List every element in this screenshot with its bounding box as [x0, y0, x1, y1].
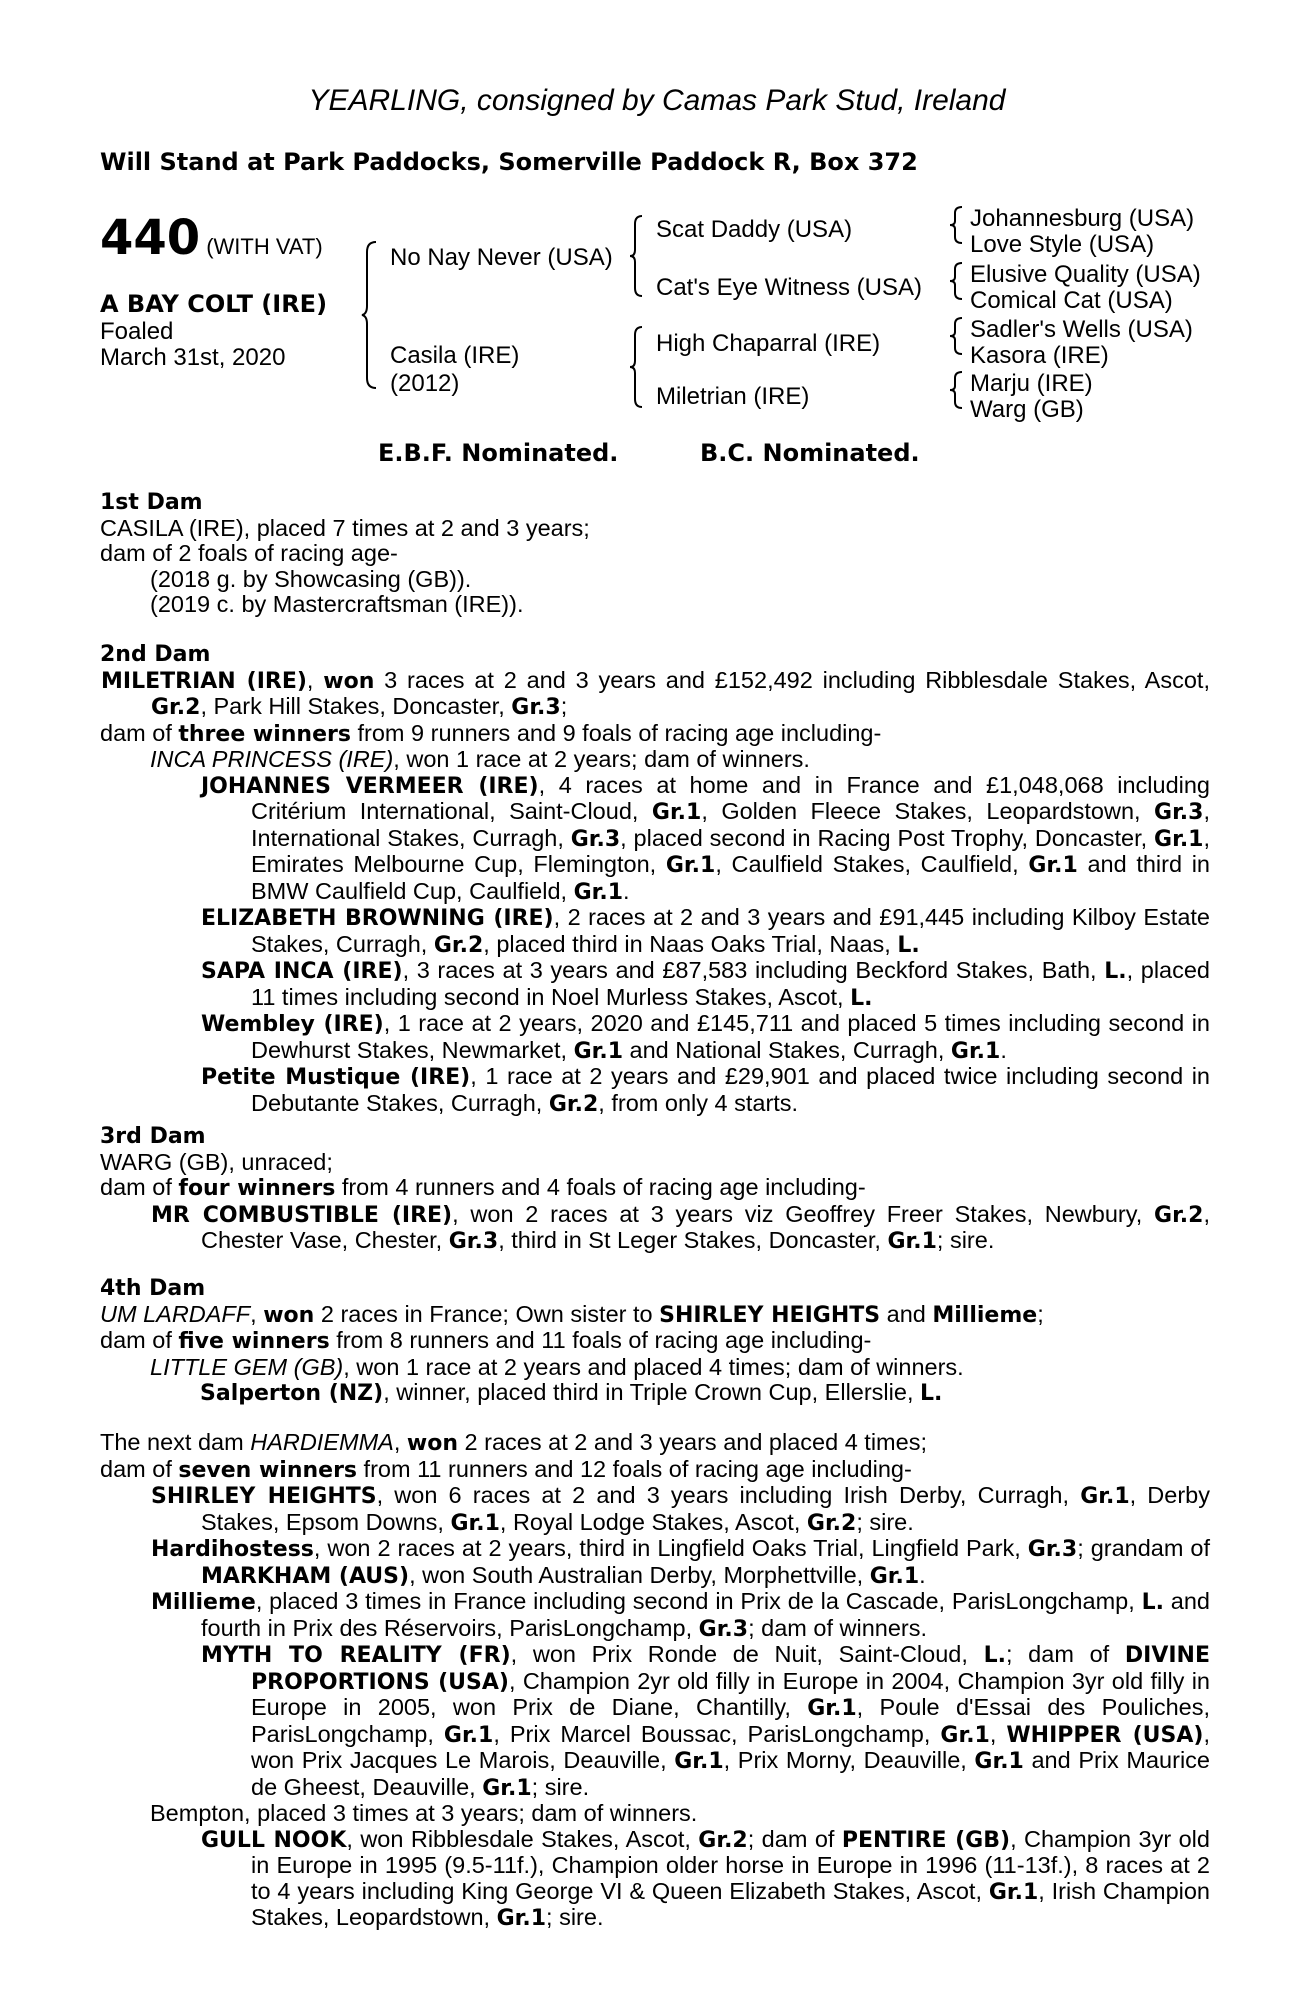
- text-run: ,: [250, 1300, 264, 1327]
- dam3-heading: 3rd Dam: [100, 1124, 206, 1149]
- bold-run: Wembley (IRE): [201, 1012, 384, 1037]
- nextdam-para: [100, 1536, 1210, 1589]
- dam2-para: [100, 721, 1210, 748]
- text-run: .: [919, 1561, 926, 1588]
- pedigree-bracket-sire: [630, 214, 644, 298]
- dam1-line2: dam of 2 foals of racing age-: [100, 540, 398, 566]
- nextdam-para: [100, 1589, 1210, 1642]
- pedigree-bracket-dd: [950, 370, 964, 410]
- bold-run: Gr.1: [1080, 1484, 1130, 1509]
- dam1-line3: (2018 g. by Showcasing (GB)).: [150, 565, 472, 592]
- text-run: , Park Hill Stakes, Doncaster,: [200, 693, 512, 719]
- sire-sire: Scat Daddy (USA): [656, 216, 853, 243]
- bold-run: Gr.3: [511, 695, 561, 720]
- text-run: , placed 11 times including second in Noel Murless Stakes, Ascot,: [251, 957, 1211, 1010]
- text-run: , Prix Marcel Boussac, ParisLongchamp,: [493, 1720, 941, 1747]
- text-run: , won 1 race at 2 years and placed 4 times; dam of winners.: [343, 1353, 964, 1380]
- pedigree-bracket-dam: [630, 325, 644, 409]
- bold-run: SHIRLEY HEIGHTS: [659, 1302, 881, 1328]
- dam2-para: [100, 1011, 1210, 1064]
- text-run: .: [623, 877, 630, 904]
- text-run: ; sire.: [546, 1904, 604, 1930]
- dam-section-3: [100, 1124, 1210, 1255]
- bold-run: four winners: [178, 1176, 336, 1201]
- italic-run: HARDIEMMA: [250, 1429, 394, 1455]
- sss: Johannesburg (USA): [970, 205, 1195, 232]
- text-run: and third in BMW Caulfield Cup, Caulfield,: [251, 851, 1210, 904]
- bold-run: Gr.3: [1027, 1537, 1078, 1562]
- bold-run: SHIRLEY HEIGHTS: [151, 1484, 377, 1509]
- text-run: , won 1 race at 2 years; dam of winners.: [393, 746, 810, 772]
- dsd: Kasora (IRE): [970, 342, 1109, 369]
- text-run: , from only 4 starts.: [598, 1089, 799, 1116]
- text-run: from 4 runners and 4 foals of racing age including-: [335, 1174, 866, 1200]
- foaled-date: March 31st, 2020: [100, 344, 286, 371]
- nextdam-para: [100, 1483, 1210, 1536]
- bold-run: Gr.3: [448, 1229, 499, 1254]
- text-run: ;: [1037, 1300, 1044, 1327]
- text-run: , Derby Stakes, Epsom Downs,: [201, 1482, 1210, 1535]
- bold-run: L.: [850, 985, 873, 1011]
- text-run: and National Stakes, Curragh,: [623, 1036, 951, 1063]
- ddd: Warg (GB): [970, 396, 1084, 423]
- bold-run: Gr.2: [1154, 1202, 1204, 1228]
- next-dam-section: [100, 1430, 1210, 1932]
- dam3-para: [100, 1202, 1210, 1255]
- bold-run: Gr.1: [443, 1722, 494, 1748]
- text-run: , won 2 races at 2 years, third in Lingfield Oaks Trial, Lingfield Park,: [313, 1535, 1028, 1561]
- dam-section-1: [100, 490, 1210, 618]
- consignor-line: YEARLING, consigned by Camas Park Stud, Ireland: [308, 84, 1006, 117]
- sire: No Nay Never (USA): [390, 244, 613, 271]
- text-run: dam of: [100, 719, 179, 746]
- bc-nominated: B.C. Nominated.: [700, 439, 920, 467]
- dam-section-2: [100, 642, 1210, 1117]
- dss: Sadler's Wells (USA): [970, 316, 1193, 343]
- horse-name: A BAY COLT (IRE): [100, 290, 328, 318]
- dam2-heading: 2nd Dam: [100, 642, 211, 667]
- text-run: ; grandam of: [1077, 1535, 1210, 1561]
- text-run: and Prix Maurice de Gheest, Deauville,: [251, 1747, 1210, 1800]
- text-run: .: [1000, 1036, 1007, 1063]
- text-run: and: [880, 1300, 933, 1327]
- bold-run: L.: [1104, 959, 1127, 984]
- bold-run: won: [406, 1431, 459, 1456]
- bold-run: MARKHAM (AUS): [201, 1563, 410, 1589]
- text-run: , placed second in Racing Post Trophy, Doncaster,: [620, 824, 1155, 851]
- italic-run: INCA PRINCESS (IRE): [150, 746, 394, 772]
- text-run: , Caulfield Stakes, Caulfield,: [715, 851, 1029, 877]
- sds: Elusive Quality (USA): [970, 261, 1201, 288]
- dam-dam: Miletrian (IRE): [656, 383, 810, 410]
- bold-run: DIVINE PROPORTIONS (USA): [251, 1643, 1210, 1695]
- bold-run: Gr.1: [665, 853, 716, 878]
- pedigree-bracket-sd: [950, 261, 964, 301]
- bold-run: Gr.1: [573, 879, 624, 905]
- text-run: , Champion 2yr old filly in Europe in 2004, Champion 3yr old filly in Europe in 2005, won Prix de Diane, Chantilly,: [251, 1667, 1210, 1720]
- text-run: and fourth in Prix des Réservoirs, ParisLongchamp,: [201, 1588, 1210, 1641]
- text-run: ; sire.: [531, 1773, 590, 1800]
- dam2-para: [100, 747, 1210, 773]
- bold-run: Millieme: [151, 1590, 256, 1615]
- pedigree-bracket-ds: [950, 316, 964, 356]
- bold-run: Gr.1: [887, 1229, 937, 1254]
- text-run: , Prix Morny, Deauville,: [723, 1747, 975, 1773]
- bold-run: Gr.1: [496, 1906, 547, 1931]
- bold-run: Gr.1: [807, 1696, 857, 1721]
- bold-run: L.: [1141, 1590, 1164, 1615]
- bold-run: Gr.1: [869, 1563, 920, 1589]
- lot-number: [100, 210, 323, 266]
- dam2-para: [100, 905, 1210, 958]
- bold-run: ELIZABETH BROWNING (IRE): [201, 906, 554, 931]
- dam-sire: High Chaparral (IRE): [656, 330, 881, 357]
- text-run: , placed third in Naas Oaks Trial, Naas,: [483, 930, 898, 957]
- text-run: ,: [989, 1720, 1007, 1747]
- bold-run: Gr.3: [1154, 800, 1204, 825]
- text-run: , 1 race at 2 years, 2020 and £145,711 and placed 5 times including second in Dewhurst Stakes, Newmarket,: [251, 1010, 1210, 1063]
- dam2-para: [100, 1064, 1210, 1117]
- nextdam-para: [100, 1827, 1210, 1932]
- text-run: 3 races at 2 and 3 years and £152,492 including Ribblesdale Stakes, Ascot,: [374, 666, 1210, 693]
- text-run: , won Prix Jacques Le Marois, Deauville,: [251, 1720, 1210, 1773]
- dam1-line1: CASILA (IRE), placed 7 times at 2 and 3 years;: [100, 514, 590, 541]
- text-run: from 8 runners and 11 foals of racing age including-: [329, 1327, 872, 1353]
- bold-run: Hardihostess: [151, 1537, 314, 1562]
- dam4-para: [100, 1355, 1210, 1381]
- bold-run: won: [263, 1302, 315, 1328]
- bold-run: Gr.1: [573, 1038, 624, 1064]
- text-run: , won 2 races at 3 years viz Geoffrey Freer Stakes, Newbury,: [452, 1200, 1155, 1227]
- bold-run: five winners: [178, 1329, 330, 1354]
- text-run: Bempton, placed 3 times at 3 years; dam of winners.: [150, 1800, 698, 1826]
- text-run: , won South Australian Derby, Morphettville,: [409, 1561, 870, 1588]
- bold-run: MR COMBUSTIBLE (IRE): [151, 1202, 453, 1228]
- bold-run: Gr.1: [482, 1775, 532, 1801]
- stand-location: Will Stand at Park Paddocks, Somerville Paddock R, Box 372: [100, 148, 918, 176]
- text-run: WARG (GB), unraced;: [100, 1148, 333, 1175]
- text-run: , Irish Champion Stakes, Leopardstown,: [251, 1877, 1210, 1930]
- italic-run: UM LARDAFF: [100, 1300, 251, 1327]
- bold-run: L.: [897, 932, 920, 958]
- text-run: from 11 runners and 12 foals of racing age including-: [357, 1455, 912, 1482]
- text-run: , 4 races at home and in France and £1,048,068 including Critérium International, Saint-Cloud,: [251, 771, 1210, 824]
- dam-section-4: [100, 1276, 1210, 1407]
- text-run: , International Stakes, Curragh,: [251, 798, 1210, 851]
- dds: Marju (IRE): [970, 370, 1093, 397]
- dam1-heading: 1st Dam: [100, 490, 203, 515]
- dam4-para: [100, 1328, 1210, 1355]
- text-run: ; sire.: [936, 1227, 995, 1253]
- dam3-para: [100, 1150, 1210, 1176]
- text-run: ; dam of: [1005, 1641, 1125, 1667]
- bold-run: Gr.1: [450, 1510, 500, 1536]
- bold-run: Gr.1: [1028, 853, 1078, 878]
- nextdam-para: [100, 1801, 1210, 1827]
- text-run: , Champion 3yr old in Europe in 1995 (9.5-11f.), Champion older horse in Europe in 1996 (11-13f.), 8 races at 2 to 4 years including King George VI & Queen Elizabeth Stakes, Ascot,: [251, 1825, 1210, 1904]
- bold-run: Gr.2: [806, 1510, 857, 1536]
- dam3-para: [100, 1175, 1210, 1202]
- bold-run: Millieme: [932, 1302, 1038, 1328]
- italic-run: LITTLE GEM (GB): [150, 1353, 344, 1380]
- text-run: dam of: [100, 1327, 179, 1353]
- bold-run: PENTIRE (GB): [841, 1827, 1011, 1853]
- lot-vat-note: (WITH VAT): [206, 234, 323, 259]
- text-run: , won Ribblesdale Stakes, Ascot,: [346, 1825, 699, 1852]
- text-run: dam of: [100, 1455, 179, 1482]
- text-run: ,: [393, 1429, 407, 1455]
- bold-run: Gr.1: [940, 1722, 990, 1748]
- bold-run: three winners: [178, 721, 351, 747]
- bold-run: MYTH TO REALITY (FR): [201, 1643, 511, 1668]
- nextdam-para: [100, 1430, 1210, 1457]
- bold-run: Gr.2: [698, 1827, 748, 1853]
- text-run: 2 races at 2 and 3 years and placed 4 times;: [458, 1429, 927, 1455]
- bold-run: Gr.1: [651, 800, 702, 825]
- dam4-para: [100, 1380, 1210, 1407]
- text-run: 2 races in France; Own sister to: [314, 1300, 660, 1327]
- dam-year: (2012): [390, 370, 460, 397]
- bold-run: seven winners: [178, 1457, 358, 1483]
- text-run: , Poule d'Essai des Pouliches, ParisLongchamp,: [251, 1694, 1210, 1747]
- bold-run: Gr.2: [151, 695, 201, 720]
- bold-run: Gr.3: [570, 826, 621, 852]
- text-run: , won 6 races at 2 and 3 years including Irish Derby, Curragh,: [376, 1482, 1081, 1508]
- text-run: , placed 3 times in France including second in Prix de la Cascade, ParisLongchamp,: [255, 1588, 1142, 1614]
- dam4-para: [100, 1302, 1210, 1329]
- text-run: , Golden Fleece Stakes, Leopardstown,: [701, 798, 1155, 824]
- text-run: , Royal Lodge Stakes, Ascot,: [499, 1508, 807, 1535]
- dam4-heading: 4th Dam: [100, 1276, 206, 1301]
- text-run: ; sire.: [856, 1508, 914, 1535]
- bold-run: L.: [983, 1643, 1006, 1668]
- bold-run: MILETRIAN (IRE): [101, 668, 307, 694]
- text-run: ,: [306, 666, 324, 693]
- foaled-label: Foaled: [100, 318, 174, 345]
- bold-run: won: [323, 668, 375, 694]
- sdd: Comical Cat (USA): [970, 287, 1173, 314]
- bold-run: Gr.1: [950, 1038, 1001, 1064]
- bold-run: Gr.2: [548, 1091, 599, 1117]
- dam: Casila (IRE): [390, 342, 520, 369]
- text-run: , 1 race at 2 years and £29,901 and placed twice including second in Debutante Stakes, Curragh,: [251, 1063, 1210, 1116]
- dam1-line4: (2019 c. by Mastercraftsman (IRE)).: [150, 591, 524, 617]
- nextdam-para: [100, 1642, 1210, 1801]
- nextdam-para: [100, 1457, 1210, 1484]
- lot-number-value: 440: [100, 210, 201, 266]
- bold-run: Petite Mustique (IRE): [201, 1065, 471, 1090]
- ssd: Love Style (USA): [970, 231, 1155, 258]
- text-run: ; dam of winners.: [748, 1614, 928, 1641]
- text-run: ;: [560, 693, 568, 719]
- text-run: , winner, placed third in Triple Crown Cup, Ellerslie,: [383, 1379, 921, 1405]
- pedigree-bracket-ss: [950, 205, 964, 245]
- text-run: The next dam: [100, 1429, 251, 1455]
- dam2-para: [100, 958, 1210, 1011]
- bold-run: Gr.1: [1154, 826, 1204, 852]
- bold-run: Salperton (NZ): [200, 1381, 384, 1406]
- text-run: , Chester Vase, Chester,: [201, 1200, 1210, 1253]
- text-run: from 9 runners and 9 foals of racing age including-: [350, 719, 882, 746]
- text-run: ; dam of: [747, 1825, 842, 1852]
- dam2-para: [100, 668, 1210, 721]
- bold-run: Gr.3: [698, 1616, 749, 1642]
- dam2-para: [100, 773, 1210, 906]
- bold-run: Gr.1: [974, 1749, 1024, 1774]
- bold-run: Gr.1: [674, 1749, 724, 1774]
- bold-run: GULL NOOK: [201, 1827, 347, 1853]
- bold-run: L.: [920, 1381, 943, 1406]
- bold-run: Gr.2: [433, 932, 484, 958]
- text-run: , 2 races at 2 and 3 years and £91,445 including Kilboy Estate Stakes, Curragh,: [251, 904, 1210, 957]
- bold-run: WHIPPER (USA): [1006, 1722, 1204, 1748]
- text-run: , third in St Leger Stakes, Doncaster,: [498, 1227, 888, 1253]
- pedigree-bracket-main: [362, 240, 378, 390]
- text-run: , Emirates Melbourne Cup, Flemington,: [251, 824, 1211, 877]
- bold-run: Gr.1: [988, 1879, 1039, 1905]
- bold-run: SAPA INCA (IRE): [201, 959, 403, 984]
- ebf-nominated: E.B.F. Nominated.: [378, 439, 619, 467]
- bold-run: JOHANNES VERMEER (IRE): [201, 773, 539, 799]
- text-run: dam of: [100, 1174, 179, 1200]
- text-run: , won Prix Ronde de Nuit, Saint-Cloud,: [510, 1641, 984, 1667]
- text-run: , 3 races at 3 years and £87,583 including Beckford Stakes, Bath,: [402, 957, 1105, 983]
- sire-dam: Cat's Eye Witness (USA): [656, 274, 922, 301]
